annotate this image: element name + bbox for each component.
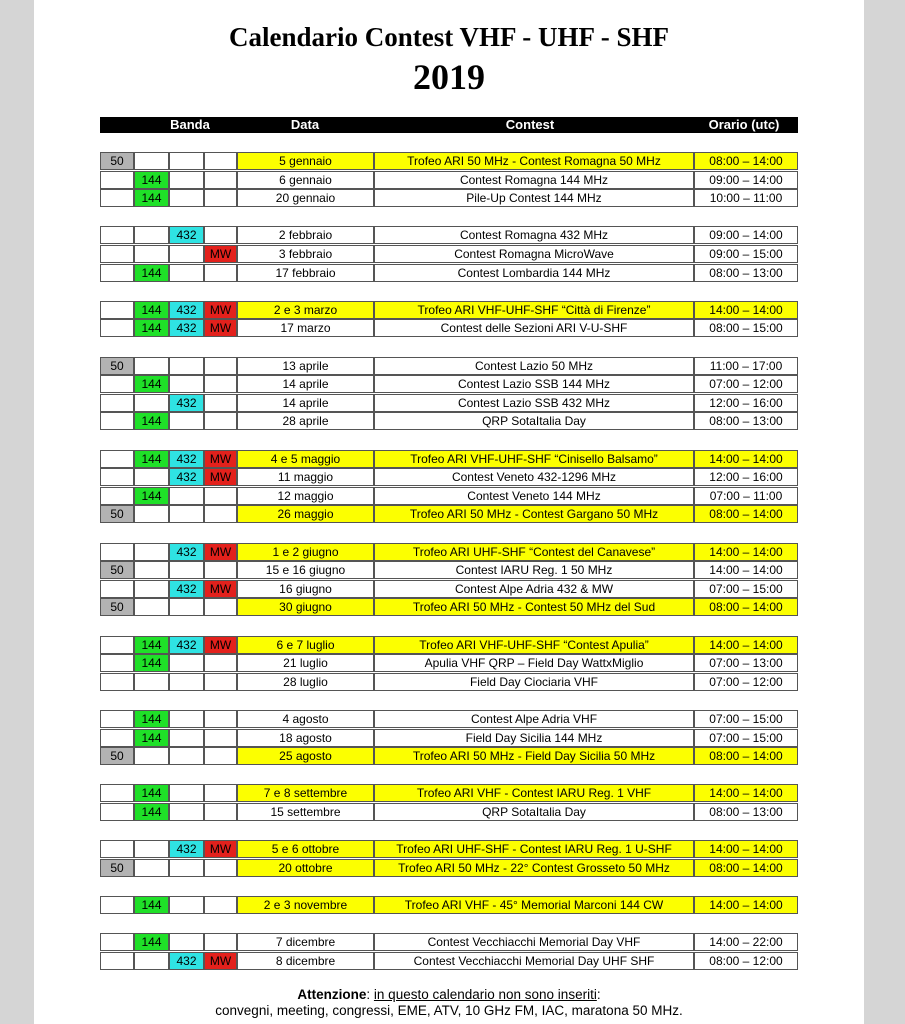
band-144-cell: 144 <box>134 450 169 468</box>
band-432-cell <box>169 189 204 207</box>
band-mw-cell <box>204 226 237 244</box>
contest-cell: Field Day Ciociaria VHF <box>374 673 694 691</box>
date-cell: 15 e 16 giugno <box>237 561 374 579</box>
band-144-cell: 144 <box>134 729 169 747</box>
contest-cell: Field Day Sicilia 144 MHz <box>374 729 694 747</box>
attention-end: : <box>596 987 601 1002</box>
band-mw-cell <box>204 710 237 728</box>
date-cell: 17 marzo <box>237 319 374 337</box>
band-mw-cell: MW <box>204 840 237 858</box>
band-50-cell <box>100 673 134 691</box>
time-cell: 08:00 – 13:00 <box>694 803 798 821</box>
band-50-cell: 50 <box>100 561 134 579</box>
band-mw-cell <box>204 673 237 691</box>
band-432-cell <box>169 747 204 765</box>
band-mw-cell: MW <box>204 636 237 654</box>
date-cell: 7 e 8 settembre <box>237 784 374 802</box>
band-50-cell <box>100 319 134 337</box>
date-cell: 5 gennaio <box>237 152 374 170</box>
time-cell: 09:00 – 15:00 <box>694 245 798 263</box>
attention-separator: : <box>366 987 374 1002</box>
contest-cell: Trofeo ARI 50 MHz - 22° Contest Grosseto 50 MHz <box>374 859 694 877</box>
date-cell: 2 e 3 marzo <box>237 301 374 319</box>
band-50-cell <box>100 729 134 747</box>
contest-cell: QRP SotaItalia Day <box>374 412 694 430</box>
band-50-cell <box>100 710 134 728</box>
band-144-cell <box>134 580 169 598</box>
time-cell: 08:00 – 13:00 <box>694 412 798 430</box>
date-cell: 5 e 6 ottobre <box>237 840 374 858</box>
time-cell: 08:00 – 14:00 <box>694 859 798 877</box>
band-432-cell: 432 <box>169 468 204 486</box>
contest-cell: Contest Alpe Adria 432 & MW <box>374 580 694 598</box>
contest-cell: Trofeo ARI 50 MHz - Field Day Sicilia 50 MHz <box>374 747 694 765</box>
band-144-cell: 144 <box>134 189 169 207</box>
band-144-cell: 144 <box>134 784 169 802</box>
band-432-cell: 432 <box>169 636 204 654</box>
band-50-cell <box>100 487 134 505</box>
band-432-cell <box>169 561 204 579</box>
contest-cell: Trofeo ARI UHF-SHF “Contest del Canavese” <box>374 543 694 561</box>
band-50-cell <box>100 226 134 244</box>
time-cell: 12:00 – 16:00 <box>694 468 798 486</box>
band-mw-cell <box>204 598 237 616</box>
band-50-cell <box>100 952 134 970</box>
contest-cell: Trofeo ARI VHF - Contest IARU Reg. 1 VHF <box>374 784 694 802</box>
time-cell: 08:00 – 14:00 <box>694 747 798 765</box>
time-cell: 14:00 – 14:00 <box>694 301 798 319</box>
band-50-cell <box>100 933 134 951</box>
band-mw-cell <box>204 803 237 821</box>
band-144-cell: 144 <box>134 636 169 654</box>
band-mw-cell: MW <box>204 301 237 319</box>
date-cell: 15 settembre <box>237 803 374 821</box>
band-mw-cell: MW <box>204 319 237 337</box>
date-cell: 13 aprile <box>237 357 374 375</box>
band-432-cell <box>169 152 204 170</box>
band-50-cell: 50 <box>100 505 134 523</box>
contest-cell: Trofeo ARI VHF - 45° Memorial Marconi 144 CW <box>374 896 694 914</box>
time-cell: 12:00 – 16:00 <box>694 394 798 412</box>
band-144-cell: 144 <box>134 375 169 393</box>
contest-cell: Trofeo ARI 50 MHz - Contest Gargano 50 MHz <box>374 505 694 523</box>
time-cell: 11:00 – 17:00 <box>694 357 798 375</box>
time-cell: 14:00 – 14:00 <box>694 896 798 914</box>
band-mw-cell <box>204 152 237 170</box>
band-144-cell <box>134 357 169 375</box>
band-144-cell: 144 <box>134 412 169 430</box>
band-432-cell <box>169 803 204 821</box>
time-cell: 07:00 – 12:00 <box>694 375 798 393</box>
document-page <box>34 0 864 1024</box>
time-cell: 09:00 – 14:00 <box>694 226 798 244</box>
date-cell: 3 febbraio <box>237 245 374 263</box>
band-144-cell: 144 <box>134 896 169 914</box>
band-mw-cell <box>204 412 237 430</box>
band-432-cell <box>169 357 204 375</box>
band-432-cell <box>169 375 204 393</box>
time-cell: 14:00 – 14:00 <box>694 561 798 579</box>
band-144-cell <box>134 561 169 579</box>
band-mw-cell <box>204 747 237 765</box>
band-144-cell <box>134 543 169 561</box>
date-cell: 4 e 5 maggio <box>237 450 374 468</box>
contest-cell: Contest Veneto 432-1296 MHz <box>374 468 694 486</box>
contest-cell: Contest Vecchiacchi Memorial Day VHF <box>374 933 694 951</box>
date-cell: 26 maggio <box>237 505 374 523</box>
contest-cell: Contest Lombardia 144 MHz <box>374 264 694 282</box>
attention-line <box>34 987 864 1003</box>
band-mw-cell <box>204 561 237 579</box>
band-mw-cell <box>204 933 237 951</box>
date-cell: 8 dicembre <box>237 952 374 970</box>
date-cell: 11 maggio <box>237 468 374 486</box>
date-cell: 12 maggio <box>237 487 374 505</box>
date-cell: 18 agosto <box>237 729 374 747</box>
contest-cell: Contest Lazio 50 MHz <box>374 357 694 375</box>
band-144-cell <box>134 673 169 691</box>
band-mw-cell <box>204 171 237 189</box>
time-cell: 08:00 – 13:00 <box>694 264 798 282</box>
band-50-cell <box>100 654 134 672</box>
band-50-cell <box>100 803 134 821</box>
band-144-cell <box>134 152 169 170</box>
band-mw-cell <box>204 859 237 877</box>
date-cell: 2 e 3 novembre <box>237 896 374 914</box>
date-cell: 4 agosto <box>237 710 374 728</box>
band-432-cell: 432 <box>169 543 204 561</box>
band-50-cell <box>100 896 134 914</box>
time-cell: 09:00 – 14:00 <box>694 171 798 189</box>
band-432-cell <box>169 654 204 672</box>
band-144-cell: 144 <box>134 264 169 282</box>
time-cell: 14:00 – 22:00 <box>694 933 798 951</box>
band-50-cell: 50 <box>100 859 134 877</box>
band-mw-cell <box>204 784 237 802</box>
header-time: Orario (utc) <box>708 117 780 132</box>
band-mw-cell <box>204 487 237 505</box>
time-cell: 10:00 – 11:00 <box>694 189 798 207</box>
band-mw-cell: MW <box>204 580 237 598</box>
date-cell: 6 e 7 luglio <box>237 636 374 654</box>
band-432-cell: 432 <box>169 226 204 244</box>
band-144-cell <box>134 468 169 486</box>
band-432-cell <box>169 859 204 877</box>
band-144-cell <box>134 859 169 877</box>
date-cell: 17 febbraio <box>237 264 374 282</box>
time-cell: 07:00 – 15:00 <box>694 729 798 747</box>
band-50-cell <box>100 264 134 282</box>
band-432-cell <box>169 784 204 802</box>
band-144-cell: 144 <box>134 803 169 821</box>
date-cell: 16 giugno <box>237 580 374 598</box>
band-144-cell: 144 <box>134 654 169 672</box>
band-432-cell: 432 <box>169 840 204 858</box>
band-mw-cell: MW <box>204 543 237 561</box>
contest-cell: Contest Lazio SSB 144 MHz <box>374 375 694 393</box>
contest-cell: Apulia VHF QRP – Field Day WattxMiglio <box>374 654 694 672</box>
band-mw-cell: MW <box>204 450 237 468</box>
contest-cell: QRP SotaItalia Day <box>374 803 694 821</box>
band-432-cell: 432 <box>169 450 204 468</box>
band-50-cell <box>100 450 134 468</box>
band-mw-cell: MW <box>204 952 237 970</box>
contest-cell: Pile-Up Contest 144 MHz <box>374 189 694 207</box>
header-date: Data <box>290 117 320 132</box>
band-50-cell <box>100 412 134 430</box>
date-cell: 1 e 2 giugno <box>237 543 374 561</box>
time-cell: 14:00 – 14:00 <box>694 636 798 654</box>
band-432-cell <box>169 673 204 691</box>
date-cell: 21 luglio <box>237 654 374 672</box>
contest-cell: Trofeo ARI VHF-UHF-SHF “Città di Firenze” <box>374 301 694 319</box>
time-cell: 14:00 – 14:00 <box>694 543 798 561</box>
band-432-cell <box>169 729 204 747</box>
page-year: 2019 <box>413 57 485 97</box>
contest-cell: Contest Romagna 144 MHz <box>374 171 694 189</box>
attention-label: Attenzione <box>297 987 367 1002</box>
band-mw-cell <box>204 394 237 412</box>
time-cell: 07:00 – 15:00 <box>694 710 798 728</box>
band-432-cell <box>169 412 204 430</box>
contest-cell: Trofeo ARI 50 MHz - Contest Romagna 50 MHz <box>374 152 694 170</box>
footer-note <box>34 987 864 1019</box>
band-50-cell <box>100 840 134 858</box>
band-432-cell <box>169 264 204 282</box>
band-144-cell: 144 <box>134 933 169 951</box>
excluded-events-list: convegni, meeting, congressi, EME, ATV, 10 GHz FM, IAC, maratona 50 MHz. <box>215 1003 683 1018</box>
band-432-cell <box>169 933 204 951</box>
contest-cell: Trofeo ARI VHF-UHF-SHF “Cinisello Balsamo” <box>374 450 694 468</box>
band-432-cell <box>169 171 204 189</box>
contest-cell: Trofeo ARI VHF-UHF-SHF “Contest Apulia” <box>374 636 694 654</box>
contest-cell: Trofeo ARI 50 MHz - Contest 50 MHz del Sud <box>374 598 694 616</box>
contest-table <box>34 0 864 1024</box>
date-cell: 14 aprile <box>237 394 374 412</box>
band-50-cell <box>100 636 134 654</box>
time-cell: 08:00 – 14:00 <box>694 152 798 170</box>
date-cell: 20 ottobre <box>237 859 374 877</box>
band-144-cell: 144 <box>134 710 169 728</box>
band-144-cell: 144 <box>134 301 169 319</box>
date-cell: 14 aprile <box>237 375 374 393</box>
band-144-cell <box>134 598 169 616</box>
band-50-cell: 50 <box>100 357 134 375</box>
band-mw-cell <box>204 357 237 375</box>
band-432-cell: 432 <box>169 301 204 319</box>
date-cell: 28 luglio <box>237 673 374 691</box>
band-432-cell <box>169 710 204 728</box>
band-144-cell <box>134 505 169 523</box>
time-cell: 14:00 – 14:00 <box>694 784 798 802</box>
band-50-cell <box>100 543 134 561</box>
time-cell: 08:00 – 14:00 <box>694 598 798 616</box>
band-50-cell: 50 <box>100 598 134 616</box>
band-432-cell: 432 <box>169 394 204 412</box>
band-mw-cell <box>204 729 237 747</box>
band-50-cell <box>100 468 134 486</box>
date-cell: 2 febbraio <box>237 226 374 244</box>
band-mw-cell <box>204 375 237 393</box>
band-432-cell <box>169 245 204 263</box>
time-cell: 07:00 – 15:00 <box>694 580 798 598</box>
band-432-cell <box>169 487 204 505</box>
time-cell: 14:00 – 14:00 <box>694 840 798 858</box>
page-title: Calendario Contest VHF - UHF - SHF <box>229 22 669 52</box>
band-50-cell <box>100 784 134 802</box>
date-cell: 7 dicembre <box>237 933 374 951</box>
time-cell: 07:00 – 13:00 <box>694 654 798 672</box>
band-50-cell <box>100 394 134 412</box>
contest-cell: Contest Romagna 432 MHz <box>374 226 694 244</box>
date-cell: 6 gennaio <box>237 171 374 189</box>
time-cell: 07:00 – 12:00 <box>694 673 798 691</box>
header-band: Banda <box>170 117 210 132</box>
band-432-cell <box>169 598 204 616</box>
band-144-cell <box>134 394 169 412</box>
contest-cell: Contest Alpe Adria VHF <box>374 710 694 728</box>
band-50-cell <box>100 189 134 207</box>
contest-cell: Contest Lazio SSB 432 MHz <box>374 394 694 412</box>
contest-cell: Contest Romagna MicroWave <box>374 245 694 263</box>
band-mw-cell: MW <box>204 245 237 263</box>
band-144-cell <box>134 245 169 263</box>
time-cell: 08:00 – 15:00 <box>694 319 798 337</box>
attention-text: in questo calendario non sono inseriti <box>373 987 597 1002</box>
time-cell: 08:00 – 12:00 <box>694 952 798 970</box>
band-50-cell <box>100 580 134 598</box>
band-mw-cell: MW <box>204 468 237 486</box>
contest-cell: Contest Veneto 144 MHz <box>374 487 694 505</box>
date-cell: 28 aprile <box>237 412 374 430</box>
band-144-cell <box>134 952 169 970</box>
contest-cell: Contest delle Sezioni ARI V-U-SHF <box>374 319 694 337</box>
contest-cell: Trofeo ARI UHF-SHF - Contest IARU Reg. 1 U-SHF <box>374 840 694 858</box>
date-cell: 25 agosto <box>237 747 374 765</box>
band-144-cell: 144 <box>134 487 169 505</box>
band-mw-cell <box>204 189 237 207</box>
band-50-cell: 50 <box>100 152 134 170</box>
band-144-cell <box>134 226 169 244</box>
band-50-cell <box>100 245 134 263</box>
band-144-cell <box>134 840 169 858</box>
band-144-cell: 144 <box>134 319 169 337</box>
header-contest: Contest <box>505 117 555 132</box>
band-mw-cell <box>204 654 237 672</box>
contest-cell: Contest IARU Reg. 1 50 MHz <box>374 561 694 579</box>
band-432-cell <box>169 505 204 523</box>
band-432-cell: 432 <box>169 952 204 970</box>
band-50-cell: 50 <box>100 747 134 765</box>
contest-cell: Contest Vecchiacchi Memorial Day UHF SHF <box>374 952 694 970</box>
date-cell: 20 gennaio <box>237 189 374 207</box>
band-144-cell <box>134 747 169 765</box>
time-cell: 07:00 – 11:00 <box>694 487 798 505</box>
band-50-cell <box>100 301 134 319</box>
band-432-cell: 432 <box>169 319 204 337</box>
band-mw-cell <box>204 505 237 523</box>
time-cell: 08:00 – 14:00 <box>694 505 798 523</box>
band-432-cell <box>169 896 204 914</box>
band-432-cell: 432 <box>169 580 204 598</box>
time-cell: 14:00 – 14:00 <box>694 450 798 468</box>
band-50-cell <box>100 171 134 189</box>
band-50-cell <box>100 375 134 393</box>
band-144-cell: 144 <box>134 171 169 189</box>
band-mw-cell <box>204 896 237 914</box>
band-mw-cell <box>204 264 237 282</box>
date-cell: 30 giugno <box>237 598 374 616</box>
